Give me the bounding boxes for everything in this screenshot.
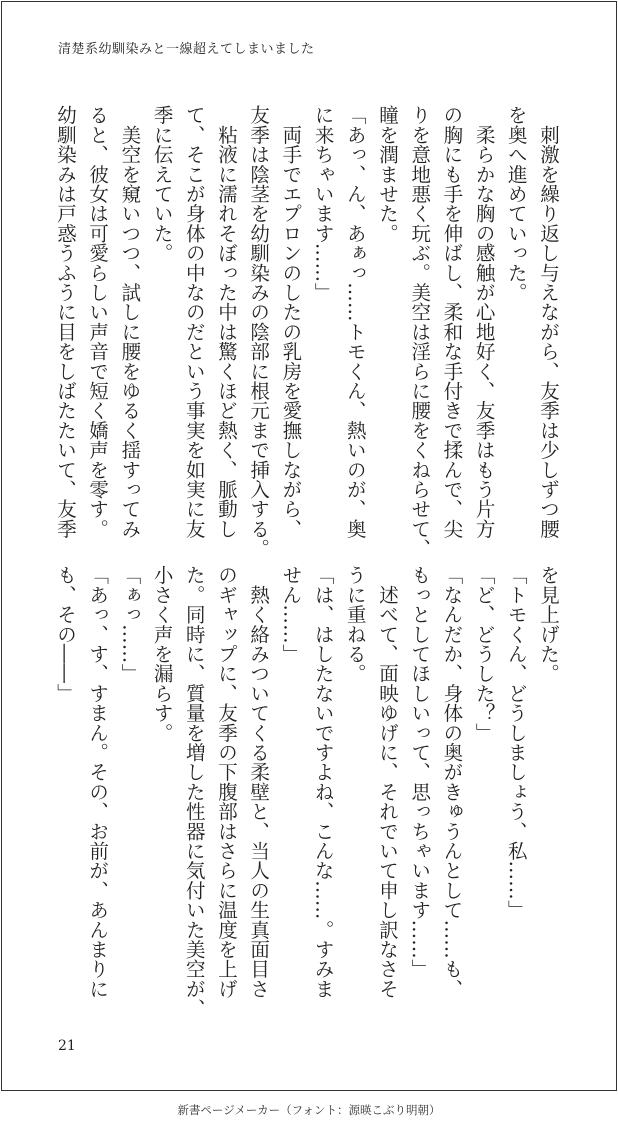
text-column: うに重ねる。 bbox=[343, 565, 367, 684]
text-column: ると、彼女は可愛らしい声音で短く嬌声を零す。 bbox=[86, 105, 110, 539]
text-column: 「トモくん、どうしましょう、私……」 bbox=[504, 565, 528, 920]
text-column: 「なんだか、身体の奥がきゅうんとして……も、 bbox=[440, 565, 464, 999]
text-column: 粘液に濡れそぼった中は驚くほど熱く、脈動し bbox=[214, 105, 238, 539]
text-column: 「あっ、ん、あぁっ……トモくん、熱いのが、奥 bbox=[343, 105, 367, 539]
text-column: 「ぁっ……」 bbox=[118, 565, 142, 684]
running-header: 清楚系幼馴染みと一線超えてしまいました bbox=[58, 42, 315, 57]
text-column: 瞳を潤ませた。 bbox=[375, 105, 399, 243]
page-frame bbox=[1, 1, 617, 1091]
text-column: 美空を窺いつつ、試しに腰をゆるく揺すってみ bbox=[118, 105, 142, 539]
body-text-top bbox=[49, 105, 564, 559]
footer-credit: 新書ページメーカー（フォント：源暎こぶり明朝） bbox=[177, 1103, 441, 1117]
text-column: 季に伝えていた。 bbox=[150, 105, 174, 263]
text-column: 述べて、面映ゆげに、それでいて申し訳なさそ bbox=[375, 565, 399, 999]
text-column: を奥へ進めていった。 bbox=[504, 105, 528, 302]
text-column: 刺激を繰り返し与えながら、友季は少しずつ腰 bbox=[537, 105, 560, 539]
text-column: て、そこが身体の中なのだという事実を如実に友 bbox=[182, 105, 206, 539]
text-column: 「あっ、す、すまん。その、お前が、あんまりに bbox=[86, 565, 110, 999]
text-column: 幼馴染みは戸惑うふうに目をしばたたいて、友季 bbox=[53, 105, 77, 539]
text-column: の胸にも手を伸ばし、柔和な手付きで揉んで、尖 bbox=[440, 105, 464, 539]
text-column: 熱く絡みついてくる柔壁と、当人の生真面目さ bbox=[247, 565, 271, 999]
text-column: もっとしてほしいって、思っちゃいます……」 bbox=[408, 565, 432, 979]
text-column: た。同時に、質量を増した性器に気付いた美空が、 bbox=[182, 565, 206, 1019]
text-column: 小さく声を漏らす。 bbox=[150, 565, 174, 743]
text-column: のギャップに、友季の下腹部はさらに温度を上げ bbox=[214, 565, 238, 999]
text-column: も、その――」 bbox=[53, 565, 77, 703]
text-column: 「ど、どうした？」 bbox=[472, 565, 496, 743]
text-column: 柔らかな胸の感触が心地好く、友季はもう片方 bbox=[472, 105, 496, 539]
body-text-bottom bbox=[49, 565, 564, 1019]
text-column: 「は、はしたないですよね、こんな……。すみま bbox=[311, 565, 335, 999]
text-column: に来ちゃいます……」 bbox=[311, 105, 335, 302]
page-number: 21 bbox=[58, 1038, 76, 1054]
text-column: を見上げた。 bbox=[537, 565, 560, 684]
text-column: 友季は陰茎を幼馴染みの陰部に根元まで挿入する。 bbox=[247, 105, 271, 559]
text-column: せん……」 bbox=[279, 565, 303, 664]
text-column: りを意地悪く玩ぶ。美空は淫らに腰をくねらせて、 bbox=[408, 105, 432, 559]
text-column: 両手でエプロンのしたの乳房を愛撫しながら、 bbox=[279, 105, 303, 539]
